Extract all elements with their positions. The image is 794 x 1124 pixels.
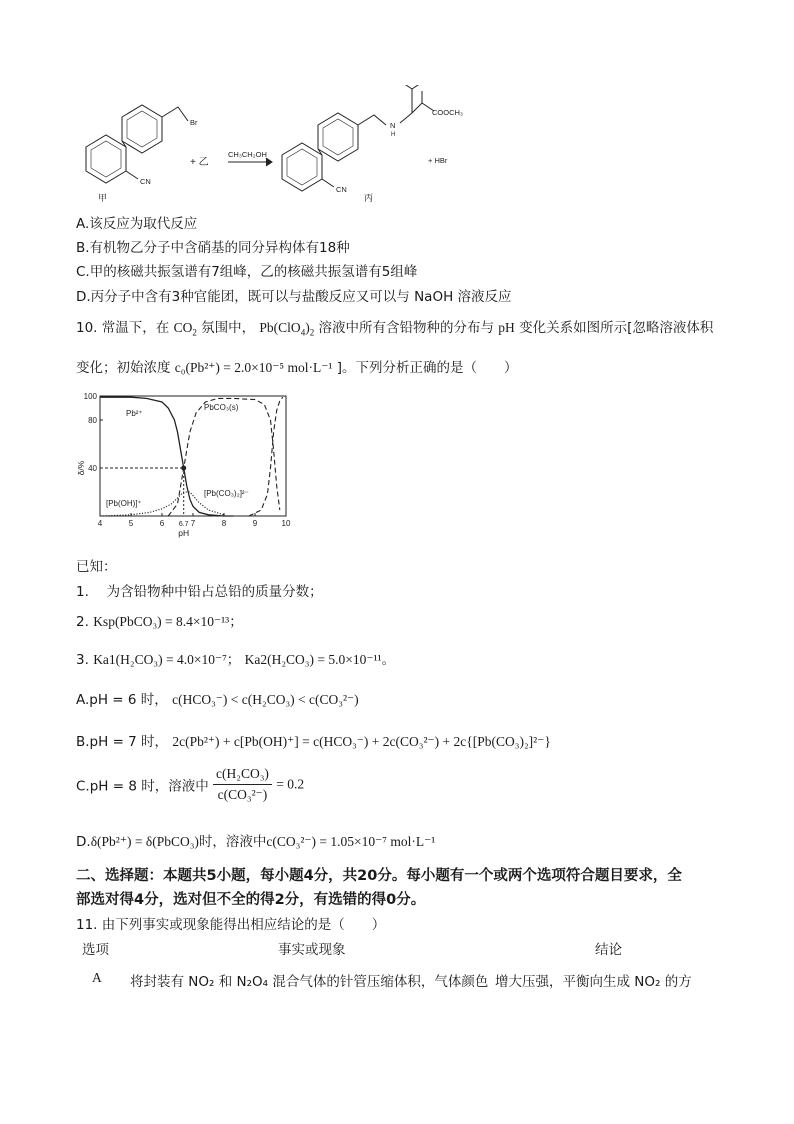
known-2-prefix: 2. [76,614,89,630]
known-3 [76,648,395,668]
q10-line1-mid1: 氛围中， [201,320,256,336]
x-tick-label: 8 [221,519,227,528]
x-tick-label: 10 [281,519,291,528]
q10-option-a [76,688,359,708]
cn-label-a: CN [140,177,151,186]
q10-option-c-prefix: C.pH = 8 时，溶液中 [76,778,209,795]
q10-line2-suffix: ]。下列分析正确的是（ ） [336,360,518,376]
q11-row-a-conclusion: 增大压强，平衡向生成 NO₂ 的方 [495,974,692,990]
q10-option-b-expr: 2c(Pb²⁺) + c[Pb(OH)⁺] = c(HCO₃⁻) + 2c(CO₃²⁻) + 2c{[Pb(CO₃)₂]²⁻} [172,734,551,749]
h-label: H [391,132,396,138]
q11-header-conclusion: 结论 [595,942,622,958]
ratio-numerator: c(H₂CO₃) [213,766,272,785]
distribution-chart [76,388,296,540]
q11-row-a-fact: 将封装有 NO₂ 和 N₂O₄ 混合气体的针管压缩体积，气体颜色 [130,974,489,990]
pbclo4-formula: $Pb(ClO_4)_2$ [259,320,315,338]
benzene-ring-upper-a [122,105,162,153]
intersection-point [181,466,186,471]
solvent-label: CH₃CH₂OH [228,150,267,159]
q10-option-a-prefix: A.pH = 6 时， [76,692,168,708]
q9-option-a: A.该反应为取代反应 [76,216,198,232]
series-label-3: [Pb(CO₃)₂]²⁻ [204,489,249,498]
q10-option-d [76,830,435,850]
benzene-ring-upper-c [318,113,358,161]
ratio-denominator: c(CO₃²⁻) [217,787,268,802]
compound-a-label: 甲 [98,193,108,203]
q10-option-d-prefix: D. [76,834,91,850]
x-tick-label: 5 [128,519,134,528]
q11-stem: 11. 由下列事实或现象能得出相应结论的是（ ） [76,917,386,933]
q10-option-b [76,730,551,750]
q9-option-d: D.丙分子中含有3种官能团，既可以与盐酸反应又可以与 NaOH 溶液反应 [76,289,512,305]
ka1-expression: Ka1(H₂CO₃) = 4.0×10⁻⁷ [93,652,227,667]
cn-label-c: CN [336,185,347,194]
br-label: Br [190,118,198,127]
ksp-expression: Ksp(PbCO₃) = 8.4×10⁻¹³ [93,614,230,629]
initial-concentration: c₀(Pb²⁺) = 2.0×10⁻⁵ mol·L⁻¹ [174,360,333,375]
q10-option-c [76,766,304,803]
q10-option-d-expr1: δ(Pb²⁺) = δ(PbCO₃) [90,834,199,849]
q10-option-d-expr2: c(CO₃²⁻) = 1.05×10⁻⁷ mol·L⁻¹ [266,834,436,849]
known-heading: 已知： [76,559,117,575]
y-tick-label: 80 [88,416,97,425]
y-tick-label: 40 [88,464,97,473]
q10-line1-mid2: 溶液中所有含铅物种的分布与 [318,320,494,336]
series-label-0: Pb²⁺ [126,409,143,418]
compound-c-label: 丙 [364,193,374,203]
nh-label: N [390,121,396,130]
q10-line2 [76,356,517,376]
x-tick-label: 4 [97,519,103,528]
q10-option-d-mid: 时，溶液中 [198,834,267,850]
known-2-suffix: ； [229,614,243,630]
benzene-ring-lower-a [86,135,126,183]
known-3-prefix: 3. [76,652,89,668]
co2-formula: $CO_2$ [173,320,197,338]
q11-header-fact: 事实或现象 [278,942,346,958]
reagent-b: + 乙 [190,157,209,168]
known-2 [76,610,243,630]
known-3-sep: ； [226,652,241,668]
q10-line2-prefix: 变化；初始浓度 [76,360,171,376]
q9-option-b: B.有机物乙分子中含硝基的同分异构体有18种 [76,240,350,256]
x-tick-label: 6 [159,519,165,528]
series-label-1: [Pb(OH)]⁺ [106,499,142,508]
known-1: 1. 为含铅物种中铅占总铅的质量分数； [76,584,323,600]
q10-line1 [76,316,713,338]
section2-line2: 部选对得4分，选对但不全的得2分，有选错的得0分。 [76,892,426,908]
q10-line1-prefix: 10. 常温下，在 [76,320,170,336]
known-3-suffix: 。 [381,652,396,668]
series-line-3 [249,397,283,516]
q11-row-a-option: A [92,970,102,985]
q10-option-b-prefix: B.pH = 7 时， [76,734,169,750]
y-tick-label: 100 [83,392,97,401]
q10-option-a-expr: c(HCO₃⁻) < c(H₂CO₃) < c(CO₃²⁻) [172,692,359,707]
ratio-value: = 0.2 [276,776,305,792]
reaction-scheme [60,85,540,205]
x-axis-label: pH [178,528,190,538]
ester-label: COOCH₃ [432,108,463,117]
section2-line1: 二、选择题：本题共5小题，每小题4分，共20分。每小题有一个或两个选项符合题目要求，全 [76,868,682,884]
x-tick-label: 7 [190,519,196,528]
q11-header-option: 选项 [82,942,109,958]
x-tick-label-extra: 6.7 [178,521,189,528]
series-label-2: PbCO₃(s) [204,403,239,412]
ph-symbol: pH [498,320,515,335]
series-line-2 [168,398,280,516]
benzene-ring-lower-c [282,143,322,191]
y-axis-label: δ/% [76,460,86,476]
q9-option-c: C.甲的核磁共振氢谱有7组峰，乙的核磁共振氢谱有5组峰 [76,264,418,280]
ka2-expression: Ka2(H₂CO₃) = 5.0×10⁻¹¹ [244,652,382,667]
byproduct-label: + HBr [428,156,448,165]
ratio-fraction [213,766,272,803]
x-tick-label: 9 [252,519,258,528]
q10-line1-suffix: 变化关系如图所示[忽略溶液体积 [519,320,714,336]
